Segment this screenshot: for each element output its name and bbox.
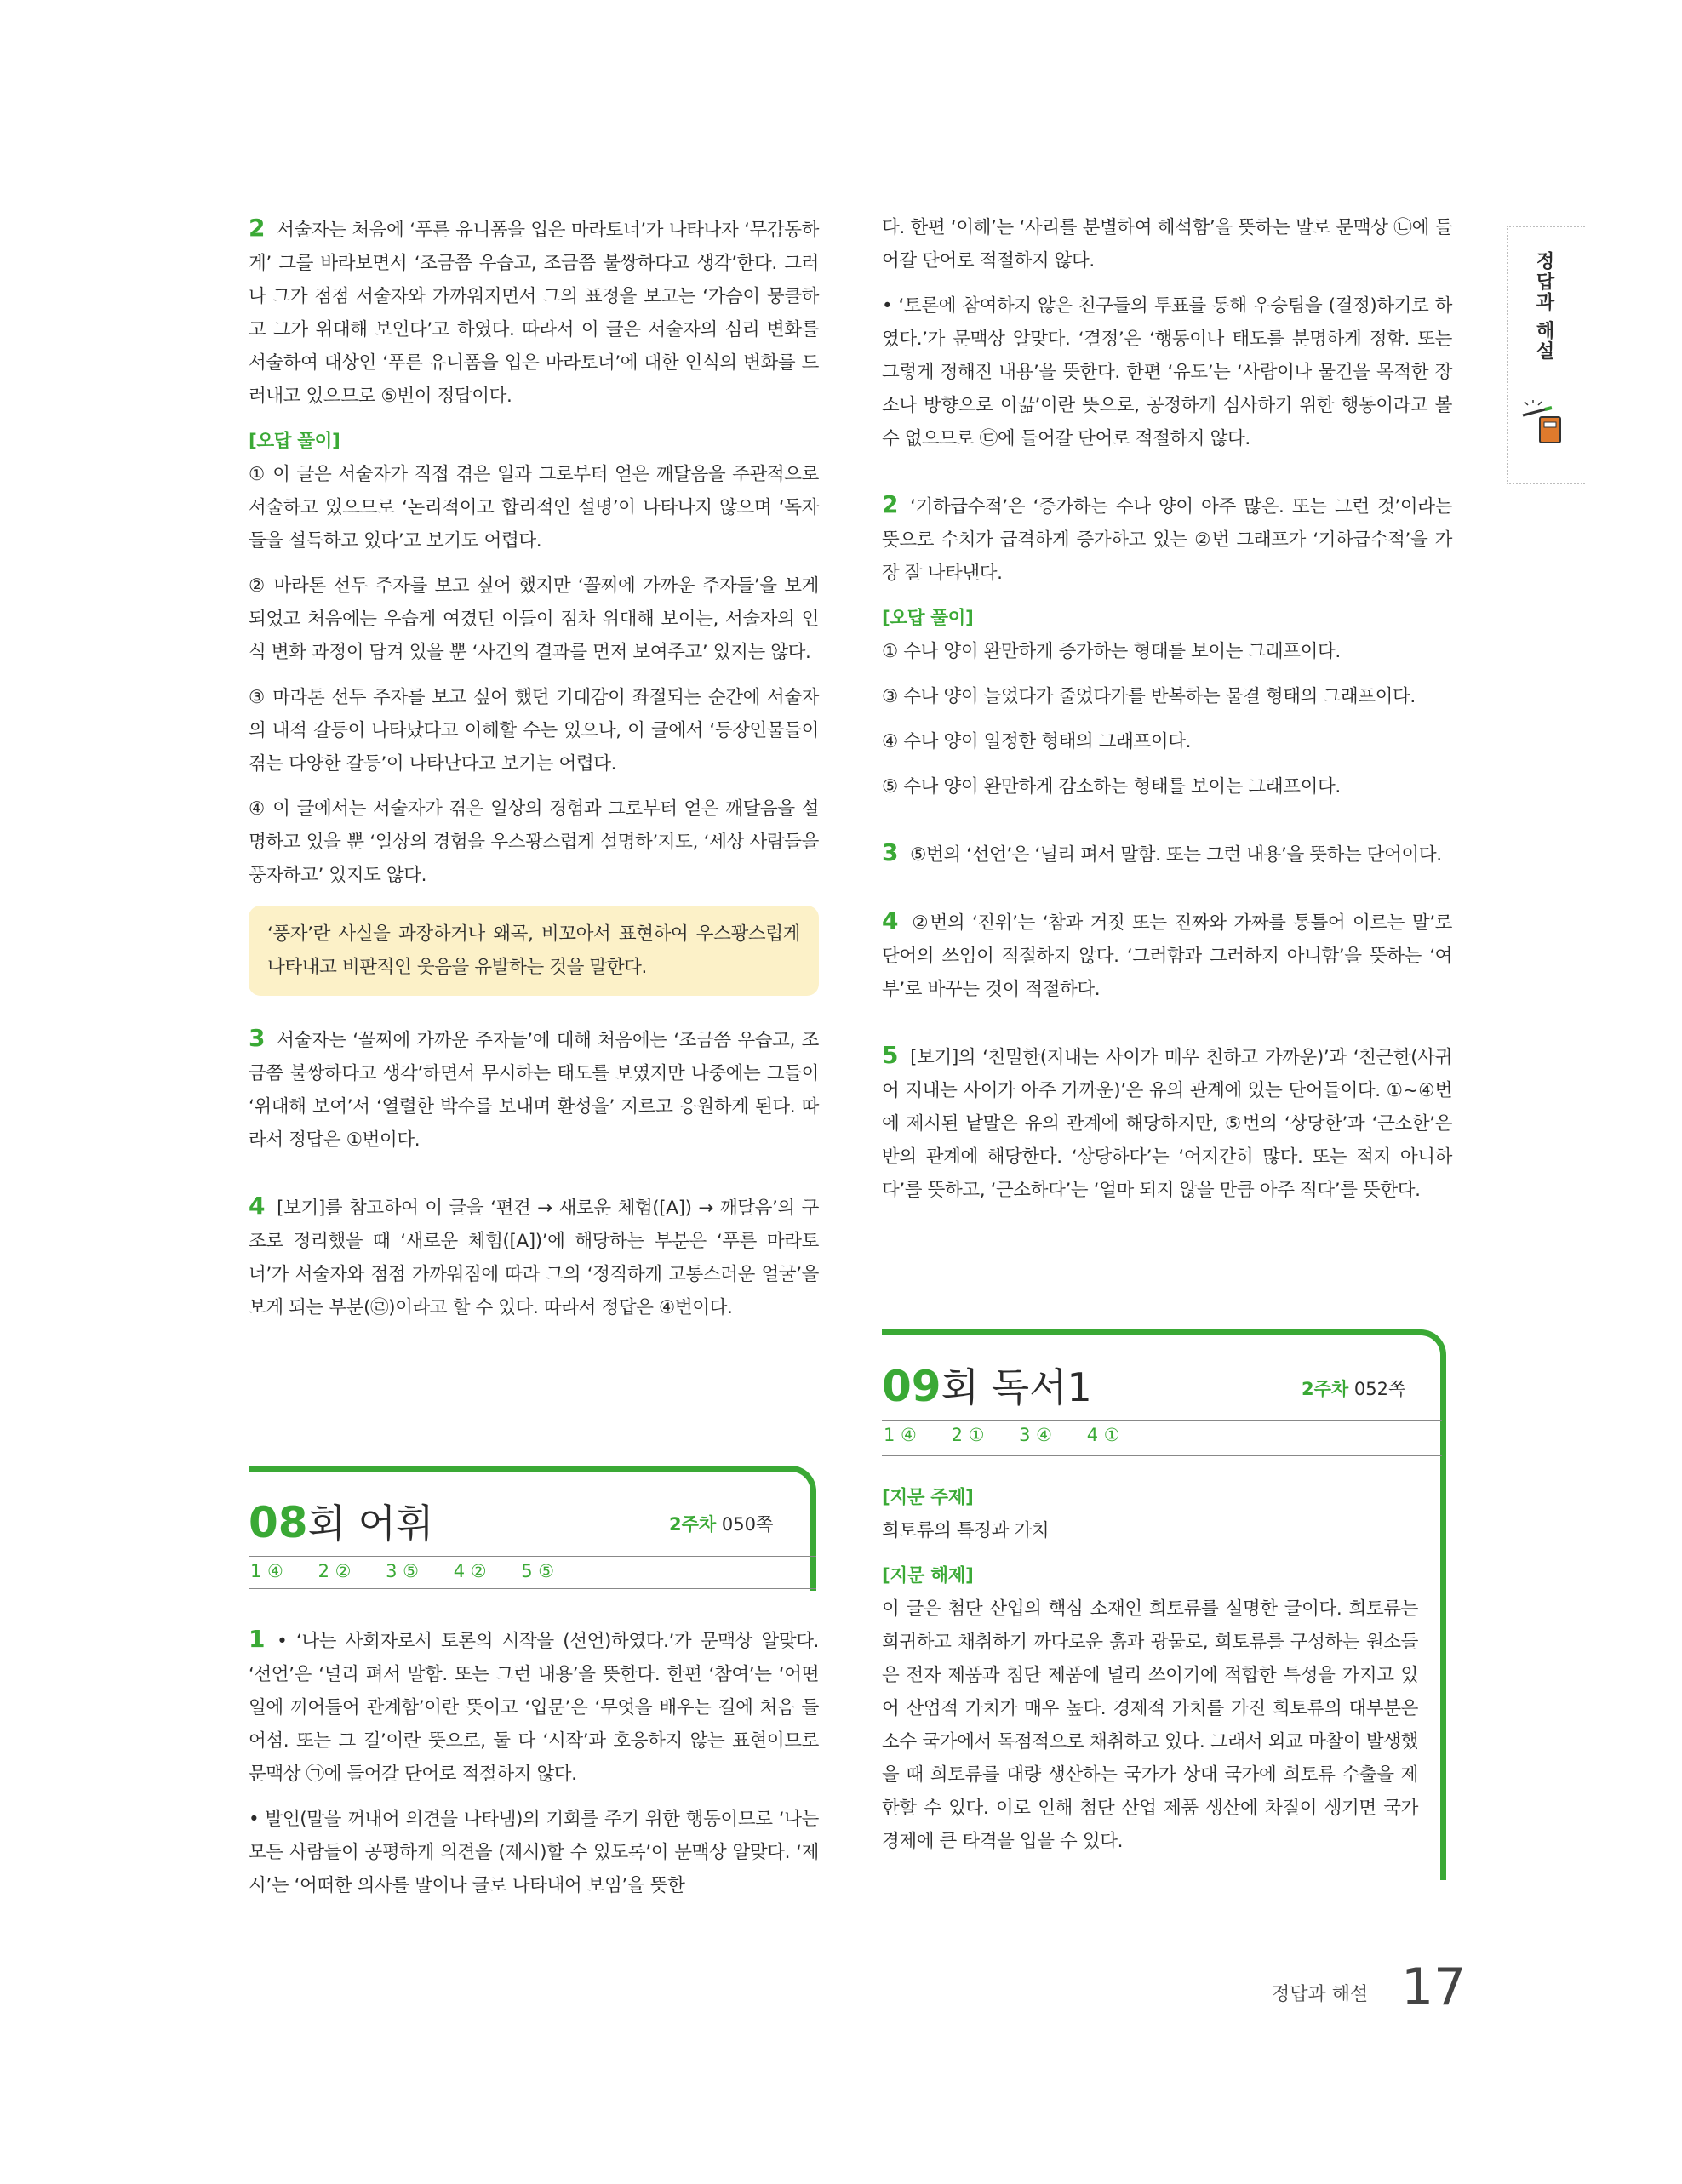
answer-key: 4 ② <box>453 1561 487 1581</box>
note-text: ‘풍자’란 사실을 과장하거나 왜곡, 비꼬아서 표현하여 우스꽝스럽게 나타내고 비판적인 웃음을 유발하는 것을 말한다. <box>267 923 800 978</box>
wrong-item: ② 마라톤 선두 주자를 보고 싶어 했지만 ‘꼴찌에 가까운 주자들’을 보게 되었고 처음에는 우습게 여겼던 이들이 점차 위대해 보이는, 서술자의 인식 변화 과정이 담겨 있을 뿐 ‘사건의 결과를 먼저 보여주고’ 있지는 않다. <box>249 575 819 663</box>
answer-key: 1 ④ <box>884 1425 917 1445</box>
answer-key: 1 ④ <box>250 1561 283 1581</box>
week-label: 2주차 <box>1302 1379 1349 1399</box>
answer-key: 2 ① <box>951 1425 985 1445</box>
answer-text: [보기]의 ‘친밀한(지내는 사이가 매우 친하고 가까운)’과 ‘친근한(사귀어 지내는 사이가 아주 가까운)’은 유의 관계에 있는 단어들이다. ①~④번에 제시된 낱말은 유의 관계에 해당하지만, ⑤번의 ‘상당한’과 ‘근소한’은 반의 관계에 해당한다. ‘상당하다’는 ‘어지간히 많다. 또는 적지 아니하다’를 뜻하고, ‘근소하다’는 ‘얼마 되지 않을 만큼 아주 적다’를 뜻한다. <box>882 1047 1452 1201</box>
answer-2 <box>249 211 819 413</box>
answer-key: 2 ② <box>318 1561 352 1581</box>
section-09-answers <box>884 1425 1149 1445</box>
wrong-item: ④ 수나 양이 일정한 형태의 그래프이다. <box>882 731 1192 752</box>
page-number: 17 <box>1401 1958 1467 2017</box>
book-pen-icon <box>1519 400 1570 455</box>
answer-number: 4 <box>882 906 899 935</box>
answer-text: ⑤번의 ‘선언’은 ‘널리 펴서 말함. 또는 그런 내용’을 뜻하는 단어이다. <box>910 844 1442 866</box>
wrong-item: ① 이 글은 서술자가 직접 겪은 일과 그로부터 얻은 깨달음을 주관적으로 서술하고 있으므로 ‘논리적이고 합리적인 설명’이 나타나지 않으며 ‘독자들을 설득하고 있다’고 보기도 어렵다. <box>249 464 819 552</box>
answer-text: ‘기하급수적’은 ‘증가하는 수나 양이 아주 많은. 또는 그런 것’이라는 뜻으로 수치가 급격하게 증가하고 있는 ②번 그래프가 ‘기하급수적’을 가장 잘 나타낸다. <box>882 496 1452 584</box>
answer-1-continued: • 발언(말을 꺼내어 의견을 나타냄)의 기회를 주기 위한 행동이므로 ‘나는 모든 사람들이 공평하게 의견을 (제시)할 수 있도록’이 문맥상 알맞다. ‘제시’는 ‘어떠한 의사를 말이나 글로 나타내어 보임’을 뜻한 <box>249 1809 819 1896</box>
answer-number: 2 <box>249 214 266 242</box>
answer-number: 4 <box>249 1192 266 1220</box>
wrong-item: ④ 이 글에서는 서술자가 겪은 일상의 경험과 그로부터 얻은 깨달음을 설명하고 있을 뿐 ‘일상의 경험을 우스꽝스럽게 설명하’지도, ‘세상 사람들을 풍자하고’ 있지도 않다. <box>249 798 819 886</box>
wrong-item: ③ 수나 양이 늘었다가 줄었다가를 반복하는 물결 형태의 그래프이다. <box>882 686 1416 707</box>
answer-key: 3 ⑤ <box>386 1561 419 1581</box>
answer-2 <box>882 488 1452 590</box>
answer-4 <box>249 1189 819 1324</box>
section-08-body <box>249 1622 819 1902</box>
left-column <box>249 211 819 1336</box>
wrong-item: ① 수나 양이 완만하게 증가하는 형태를 보이는 그래프이다. <box>882 641 1341 662</box>
footer-label: 정답과 해설 <box>1272 1984 1369 2005</box>
answer-4 <box>882 904 1452 1006</box>
divider <box>249 1588 816 1589</box>
answer-key: 5 ⑤ <box>521 1561 555 1581</box>
side-tab-label: 정답과 해설 <box>1533 251 1554 362</box>
section-08-week <box>669 1511 773 1536</box>
divider <box>882 1455 1442 1456</box>
right-column <box>882 211 1452 1219</box>
answer-3 <box>882 836 1452 872</box>
divider <box>249 1556 816 1557</box>
answer-key: 3 ④ <box>1019 1425 1052 1445</box>
section-09-title <box>882 1357 1092 1413</box>
continued-text: • ‘토론에 참여하지 않은 친구들의 투표를 통해 우승팀을 (결정)하기로 하였다.’가 문맥상 알맞다. ‘결정’은 ‘행동이나 태도를 분명하게 정함. 또는 그렇게 정해진 내용’을 뜻한다. 한편 ‘유도’는 ‘사람이나 물건을 목적한 장소나 방향으로 이끎’이란 뜻으로, 공정하게 심사하기 위한 행동이라고 볼 수 없으므로 ㉢에 들어갈 단어로 적절하지 않다. <box>882 295 1452 449</box>
page-ref: 050쪽 <box>721 1514 774 1535</box>
wrong-item: ⑤ 수나 양이 완만하게 감소하는 형태를 보이는 그래프이다. <box>882 776 1341 798</box>
page-ref: 052쪽 <box>1353 1379 1406 1399</box>
answer-text: • ‘나는 사회자로서 토론의 시작을 (선언)하였다.’가 문맥상 알맞다. ‘선언’은 ‘널리 펴서 말함. 또는 그런 내용’을 뜻한다. 한편 ‘참여’는 ‘어떤 일에 끼어들어 관계함’이란 뜻이고 ‘입문’은 ‘무엇을 배우는 길에 처음 들어섬. 또는 그 길’이란 뜻으로, 둘 다 ‘시작’과 호응하지 않는 표현이므로 문맥상 ㉠에 들어갈 단어로 적절하지 않다. <box>249 1631 819 1785</box>
section-09-week <box>1302 1375 1405 1401</box>
answer-number: 5 <box>882 1041 899 1069</box>
divider <box>882 1420 1442 1421</box>
explain-heading: [지문 해제] <box>882 1565 974 1587</box>
answer-text: ②번의 ‘진위’는 ‘참과 거짓 또는 진짜와 가짜를 통틀어 이르는 말’로 단어의 쓰임이 적절하지 않다. ‘그러함과 그러하지 아니함’을 뜻하는 ‘여부’로 바꾸는 것이 적절하다. <box>882 912 1452 1000</box>
wrong-item: ③ 마라톤 선두 주자를 보고 싶어 했던 기대감이 좌절되는 순간에 서술자의 내적 갈등이 나타났다고 이해할 수는 있으나, 이 글에서 ‘등장인물들이 겪는 다양한 갈등’이 나타난다고 보기는 어렵다. <box>249 687 819 775</box>
section-number: 08 <box>249 1498 308 1547</box>
section-number: 09 <box>882 1362 941 1411</box>
answer-number: 3 <box>882 838 899 866</box>
answer-number: 3 <box>249 1024 266 1052</box>
answer-text: [보기]를 참고하여 이 글을 ‘편견 → 새로운 체험([A]) → 깨달음’의 구조로 정리했을 때 ‘새로운 체험([A])’에 해당하는 부분은 ‘푸른 마라토너’가 서술자와 점점 가까워짐에 따라 그의 ‘정직하게 고통스러운 얼굴’을 보게 되는 부분(㉣)이라고 할 수 있다. 따라서 정답은 ④번이다. <box>249 1198 819 1318</box>
section-09-body <box>882 1481 1418 1858</box>
continued-text: 다. 한편 ‘이해’는 ‘사리를 분별하여 해석함’을 뜻하는 말로 문맥상 ㉡에 들어갈 단어로 적절하지 않다. <box>882 217 1452 272</box>
answer-3 <box>249 1021 819 1157</box>
section-08-title <box>249 1493 434 1549</box>
week-label: 2주차 <box>669 1514 717 1535</box>
explain-text: 이 글은 첨단 산업의 핵심 소재인 희토류를 설명한 글이다. 희토류는 희귀하고 채취하기 까다로운 흙과 광물로, 희토류를 구성하는 원소들은 전자 제품과 첨단 제품에 널리 쓰이기에 적합한 특성을 가지고 있어 산업적 가치가 매우 높다. 경제적 가치를 가진 희토류의 대부분은 소수 국가에서 독점적으로 채취하고 있다. 그래서 외교 마찰이 발생했을 때 희토류를 대량 생산하는 국가가 상대 국가에 희토류 수출을 제한할 수 있다. 이로 인해 첨단 산업 제품 생산에 차질이 생기면 국가 경제에 큰 타격을 입을 수 있다. <box>882 1598 1418 1852</box>
note-box <box>249 906 819 996</box>
answer-1 <box>249 1622 819 1791</box>
wrong-answer-heading: [오답 풀이] <box>882 608 974 629</box>
answer-number: 2 <box>882 490 899 518</box>
section-title-text: 회 독서1 <box>941 1364 1092 1410</box>
section-08-answers <box>250 1561 583 1581</box>
answer-key: 4 ① <box>1086 1425 1120 1445</box>
answer-text: 서술자는 ‘꼴찌에 가까운 주자들’에 대해 처음에는 ‘조금쯤 우습고, 조금쯤 불쌍하다고 생각’하면서 무시하는 태도를 보였지만 나중에는 그들이 ‘위대해 보여’서 ‘열렬한 박수를 보내며 환성을’ 지르고 응원하게 된다. 따라서 정답은 ①번이다. <box>249 1030 819 1151</box>
wrong-answer-heading: [오답 풀이] <box>249 431 340 452</box>
topic-heading: [지문 주제] <box>882 1487 974 1508</box>
topic-text: 희토류의 특징과 가치 <box>882 1520 1050 1541</box>
answer-text: 서술자는 처음에 ‘푸른 유니폼을 입은 마라토너’가 나타나자 ‘무감동하게’ 그를 바라보면서 ‘조금쯤 우습고, 조금쯤 불쌍하다고 생각’한다. 그러나 그가 점점 서술자와 가까워지면서 그의 표정을 보고는 ‘가슴이 뭉클하고 그가 위대해 보인다’고 하였다. 따라서 이 글은 서술자의 심리 변화를 서술하여 대상인 ‘푸른 유니폼을 입은 마라토너’에 대한 인식의 변화를 드러내고 있으므로 ⑤번이 정답이다. <box>249 220 819 407</box>
answer-5 <box>882 1038 1452 1207</box>
answer-number: 1 <box>249 1625 266 1653</box>
section-title-text: 회 어휘 <box>307 1501 434 1547</box>
